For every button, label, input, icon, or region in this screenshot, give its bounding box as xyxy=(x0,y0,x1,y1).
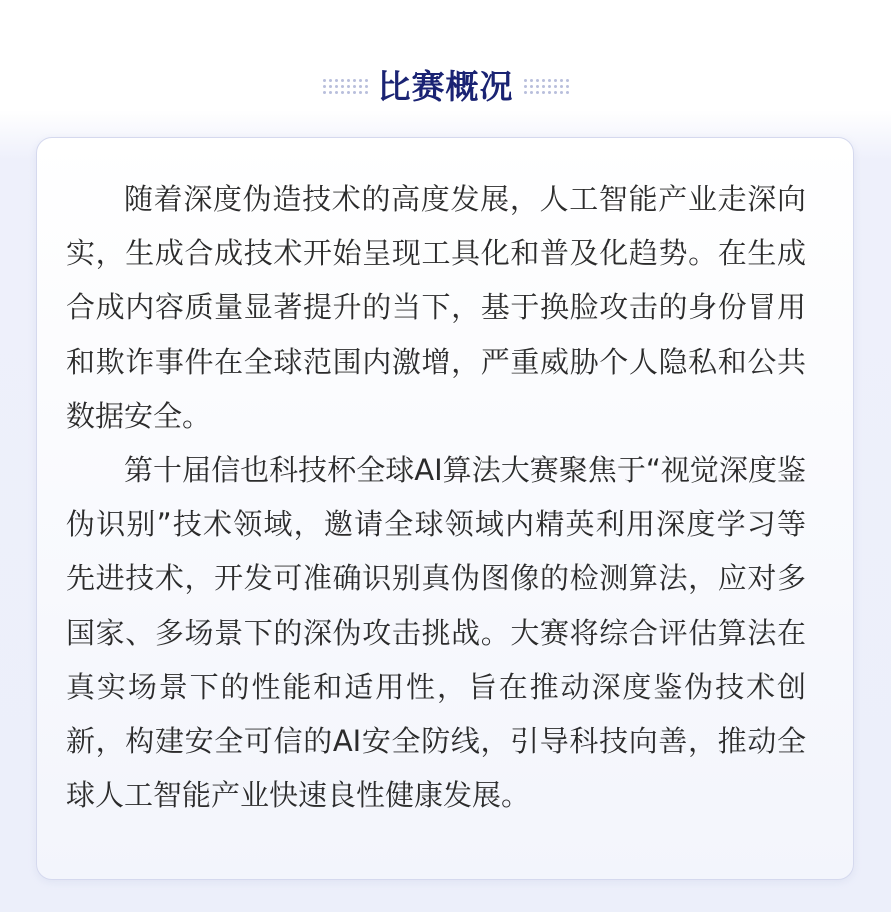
section-title: 比赛概况 xyxy=(377,66,514,106)
decorative-dots-right xyxy=(524,79,569,94)
decorative-dots-left xyxy=(323,79,368,94)
section-header xyxy=(0,58,891,114)
paragraph-2: 第十届信也科技杯全球AI算法大赛聚焦于“视觉深度鉴伪识别”技术领域，邀请全球领域内精英利用深度学习等先进技术，开发可准确识别真伪图像的检测算法，应对多国家、多场景下的深伪攻击挑战。大赛将综合评估算法在真实场景下的性能和适用性，旨在推动深度鉴伪技术创新，构建安全可信的AI安全防线，引导科技向善，推动全球人工智能产业快速良性健康发展。 xyxy=(66,453,806,813)
content-body xyxy=(66,172,806,822)
paragraph-1: 随着深度伪造技术的高度发展，人工智能产业走深向实，生成合成技术开始呈现工具化和普及化趋势。在生成合成内容质量显著提升的当下，基于换脸攻击的身份冒用和欺诈事件在全球范围内激增，严重威胁个人隐私和公共数据安全。 xyxy=(66,182,806,433)
